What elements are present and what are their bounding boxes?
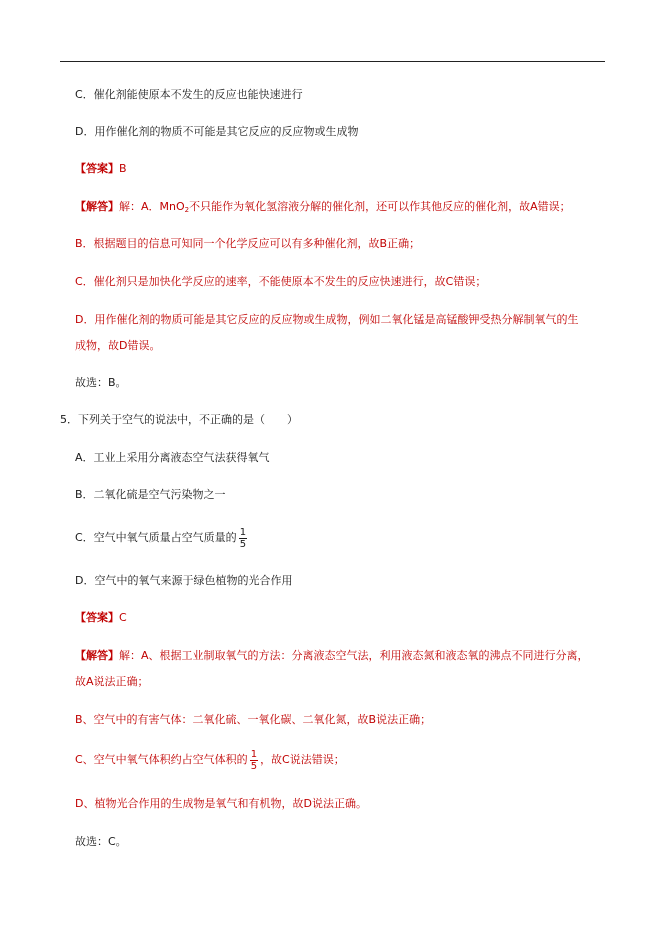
q5-analysis-d: D、植物光合作用的生成物是氧气和有机物，故D说法正确。 [75,797,367,810]
q4-option-d: D．用作催化剂的物质不可能是其它反应的反应物或生成物 [75,125,359,138]
analysis-c-post: ，故C说法错误； [260,753,345,766]
q4-analysis-c: C．催化剂只是加快化学反应的速率，不能使原本不发生的反应快速进行，故C错误； [75,275,487,288]
analysis-a-post: 不只能作为氧化氢溶液分解的催化剂，还可以作其他反应的催化剂，故A错误； [189,200,571,213]
q5-analysis-c [75,746,345,774]
q4-analysis-a [75,199,571,218]
option-c-text: C．空气中氧气质量占空气质量的 [75,531,237,544]
q5-analysis-a-line1 [75,648,589,664]
fraction [250,749,258,772]
q5-analysis-b: B、空气中的有害气体：二氧化硫、一氧化碳、二氧化氮，故B说法正确； [75,713,432,726]
fraction [239,527,247,550]
q4-conclusion: 故选：B。 [75,376,127,389]
analysis-a-text: 解：A、根据工业制取氧气的方法：分离液态空气法，利用液态氮和液态氧的沸点不同进行分离， [119,649,589,662]
q4-answer [75,161,127,177]
q5-answer [75,610,127,626]
analysis-c-pre: C、空气中氧气体积约占空气体积的 [75,753,248,766]
fraction-denominator: 5 [250,760,258,772]
q5-option-b: B．二氧化硫是空气污染物之一 [75,488,226,501]
answer-tag: 【答案】 [75,611,119,624]
analysis-tag: 【解答】 [75,649,119,662]
q5-analysis-a-line2: 故A说法正确； [75,675,149,688]
q5-question: 5．下列关于空气的说法中，不正确的是（ ） [60,413,298,426]
q5-option-a: A．工业上采用分离液态空气法获得氧气 [75,451,270,464]
answer-value: C [119,611,127,624]
answer-tag: 【答案】 [75,162,119,175]
q4-option-c: C．催化剂能使原本不发生的反应也能快速进行 [75,88,303,101]
analysis-tag: 【解答】 [75,200,119,213]
q4-analysis-d-line2: 成物，故D错误。 [75,339,161,352]
q4-analysis-d-line1: D．用作催化剂的物质可能是其它反应的反应物或生成物，例如二氧化锰是高锰酸钾受热分解制氧气的生 [75,313,579,326]
q5-conclusion: 故选：C。 [75,835,127,848]
q5-option-d: D．空气中的氧气来源于绿色植物的光合作用 [75,574,293,587]
q5-option-c [75,524,249,552]
analysis-a-pre: 解：A．MnO [119,200,185,213]
answer-value: B [119,162,127,175]
q4-analysis-b: B．根据题目的信息可知同一个化学反应可以有多种催化剂，故B正确； [75,237,421,250]
header-rule [60,61,605,62]
fraction-numerator: 1 [239,526,247,538]
analysis-a-subscript: 2 [184,206,190,214]
fraction-denominator: 5 [239,538,247,550]
fraction-numerator: 1 [250,748,258,760]
